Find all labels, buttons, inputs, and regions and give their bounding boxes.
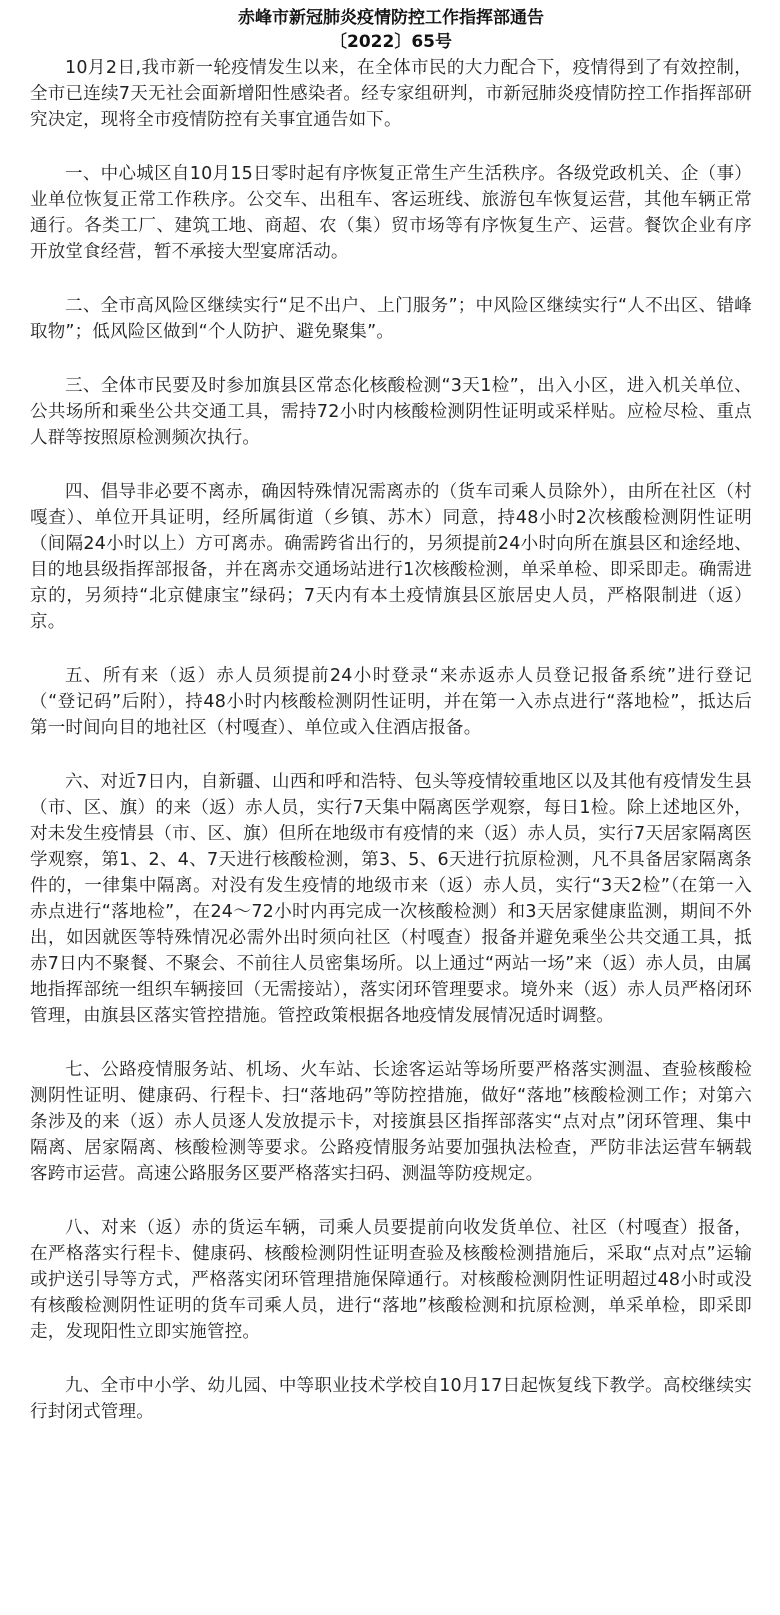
section-5-paragraph: 五、所有来（返）赤人员须提前24小时登录“来赤返赤人员登记报备系统”进行登记（“登记码”后附），持48小时内核酸检测阴性证明，并在第一入赤点进行“落地检”，抵达后第一时间向目的地社区（村嘎查）、单位或入住酒店报备。 xyxy=(30,666,752,738)
section-1-paragraph: 一、中心城区自10月15日零时起有序恢复正常生产生活秩序。各级党政机关、企（事）业单位恢复正常工作秩序。公交车、出租车、客运班线、旅游包车恢复运营，其他车辆正常通行。各类工厂、建筑工地、商超、农（集）贸市场等有序恢复生产、运营。餐饮企业有序开放堂食经营，暂不承接大型宴席活动。 xyxy=(30,164,752,262)
section-3-paragraph: 三、全体市民要及时参加旗县区常态化核酸检测“3天1检”，出入小区，进入机关单位、公共场所和乘坐公共交通工具，需持72小时内核酸检测阴性证明或采样贴。应检尽检、重点人群等按照原检测频次执行。 xyxy=(30,376,752,448)
section-8-paragraph: 八、对来（返）赤的货运车辆，司乘人员要提前向收发货单位、社区（村嘎查）报备，在严格落实行程卡、健康码、核酸检测阴性证明查验及核酸检测措施后，采取“点对点”运输或护送引导等方式，严格落实闭环管理措施保障通行。对核酸检测阴性证明超过48小时或没有核酸检测阴性证明的货车司乘人员，进行“落地”核酸检测和抗原检测，单采单检，即采即走，发现阳性立即实施管控。 xyxy=(30,1218,752,1342)
section-7-paragraph: 七、公路疫情服务站、机场、火车站、长途客运站等场所要严格落实测温、查验核酸检测阴性证明、健康码、行程卡、扫“落地码”等防控措施，做好“落地”核酸检测工作；对第六条涉及的来（返）赤人员逐人发放提示卡，对接旗县区指挥部落实“点对点”闭环管理、集中隔离、居家隔离、核酸检测等要求。公路疫情服务站要加强执法检查，严防非法运营车辆载客跨市运营。高速公路服务区要严格落实扫码、测温等防疫规定。 xyxy=(30,1060,752,1184)
document-title: 赤峰市新冠肺炎疫情防控工作指挥部通告 xyxy=(238,8,544,28)
paragraph-spacer xyxy=(30,133,752,161)
paragraph-spacer xyxy=(30,451,752,479)
paragraph-spacer xyxy=(30,1029,752,1057)
paragraph-spacer xyxy=(30,1345,752,1373)
intro-paragraph: 10月2日,我市新一轮疫情发生以来，在全体市民的大力配合下，疫情得到了有效控制，全市已连续7天无社会面新增阳性感染者。经专家组研判，市新冠肺炎疫情防控工作指挥部研究决定，现将全市疫情防控有关事宜通告如下。 xyxy=(30,58,752,130)
section-4-paragraph: 四、倡导非必要不离赤，确因特殊情况需离赤的（货车司乘人员除外），由所在社区（村嘎查）、单位开具证明，经所属街道（乡镇、苏木）同意，持48小时2次核酸检测阴性证明（间隔24小时以上）方可离赤。确需跨省出行的，另须提前24小时向所在旗县区和途经地、目的地县级指挥部报备，并在离赤交通场站进行1次核酸检测，单采单检、即采即走。确需进京的，另须持“北京健康宝”绿码；7天内有本土疫情旗县区旅居史人员，严格限制进（返）京。 xyxy=(30,482,752,632)
section-9-paragraph: 九、全市中小学、幼儿园、中等职业技术学校自10月17日起恢复线下教学。高校继续实行封闭式管理。 xyxy=(30,1376,752,1422)
paragraph-spacer xyxy=(30,1187,752,1215)
paragraph-spacer xyxy=(30,345,752,373)
section-2-paragraph: 二、全市高风险区继续实行“足不出户、上门服务”；中风险区继续实行“人不出区、错峰取物”；低风险区做到“个人防护、避免聚集”。 xyxy=(30,296,752,342)
paragraph-spacer xyxy=(30,741,752,769)
paragraph-spacer xyxy=(30,635,752,663)
paragraph-spacer xyxy=(30,265,752,293)
section-6-paragraph: 六、对近7日内，自新疆、山西和呼和浩特、包头等疫情较重地区以及其他有疫情发生县（市、区、旗）的来（返）赤人员，实行7天集中隔离医学观察，每日1检。除上述地区外，对未发生疫情县（市、区、旗）但所在地级市有疫情的来（返）赤人员，实行7天居家隔离医学观察，第1、2、4、7天进行核酸检测，第3、5、6天进行抗原检测，凡不具备居家隔离条件的，一律集中隔离。对没有发生疫情的地级市来（返）赤人员，实行“3天2检”（在第一入赤点进行“落地检”，在24～72小时内再完成一次核酸检测）和3天居家健康监测，期间不外出，如因就医等特殊情况必需外出时须向社区（村嘎查）报备并避免乘坐公共交通工具，抵赤7日内不聚餐、不聚会、不前往人员密集场所。以上通过“两站一场”来（返）赤人员，由属地指挥部统一组织车辆接回（无需接站），落实闭环管理要求。境外来（返）赤人员严格闭环管理，由旗县区落实管控措施。管控政策根据各地疫情发展情况适时调整。 xyxy=(30,772,752,1026)
document-number: 〔2022〕65号 xyxy=(330,32,452,52)
